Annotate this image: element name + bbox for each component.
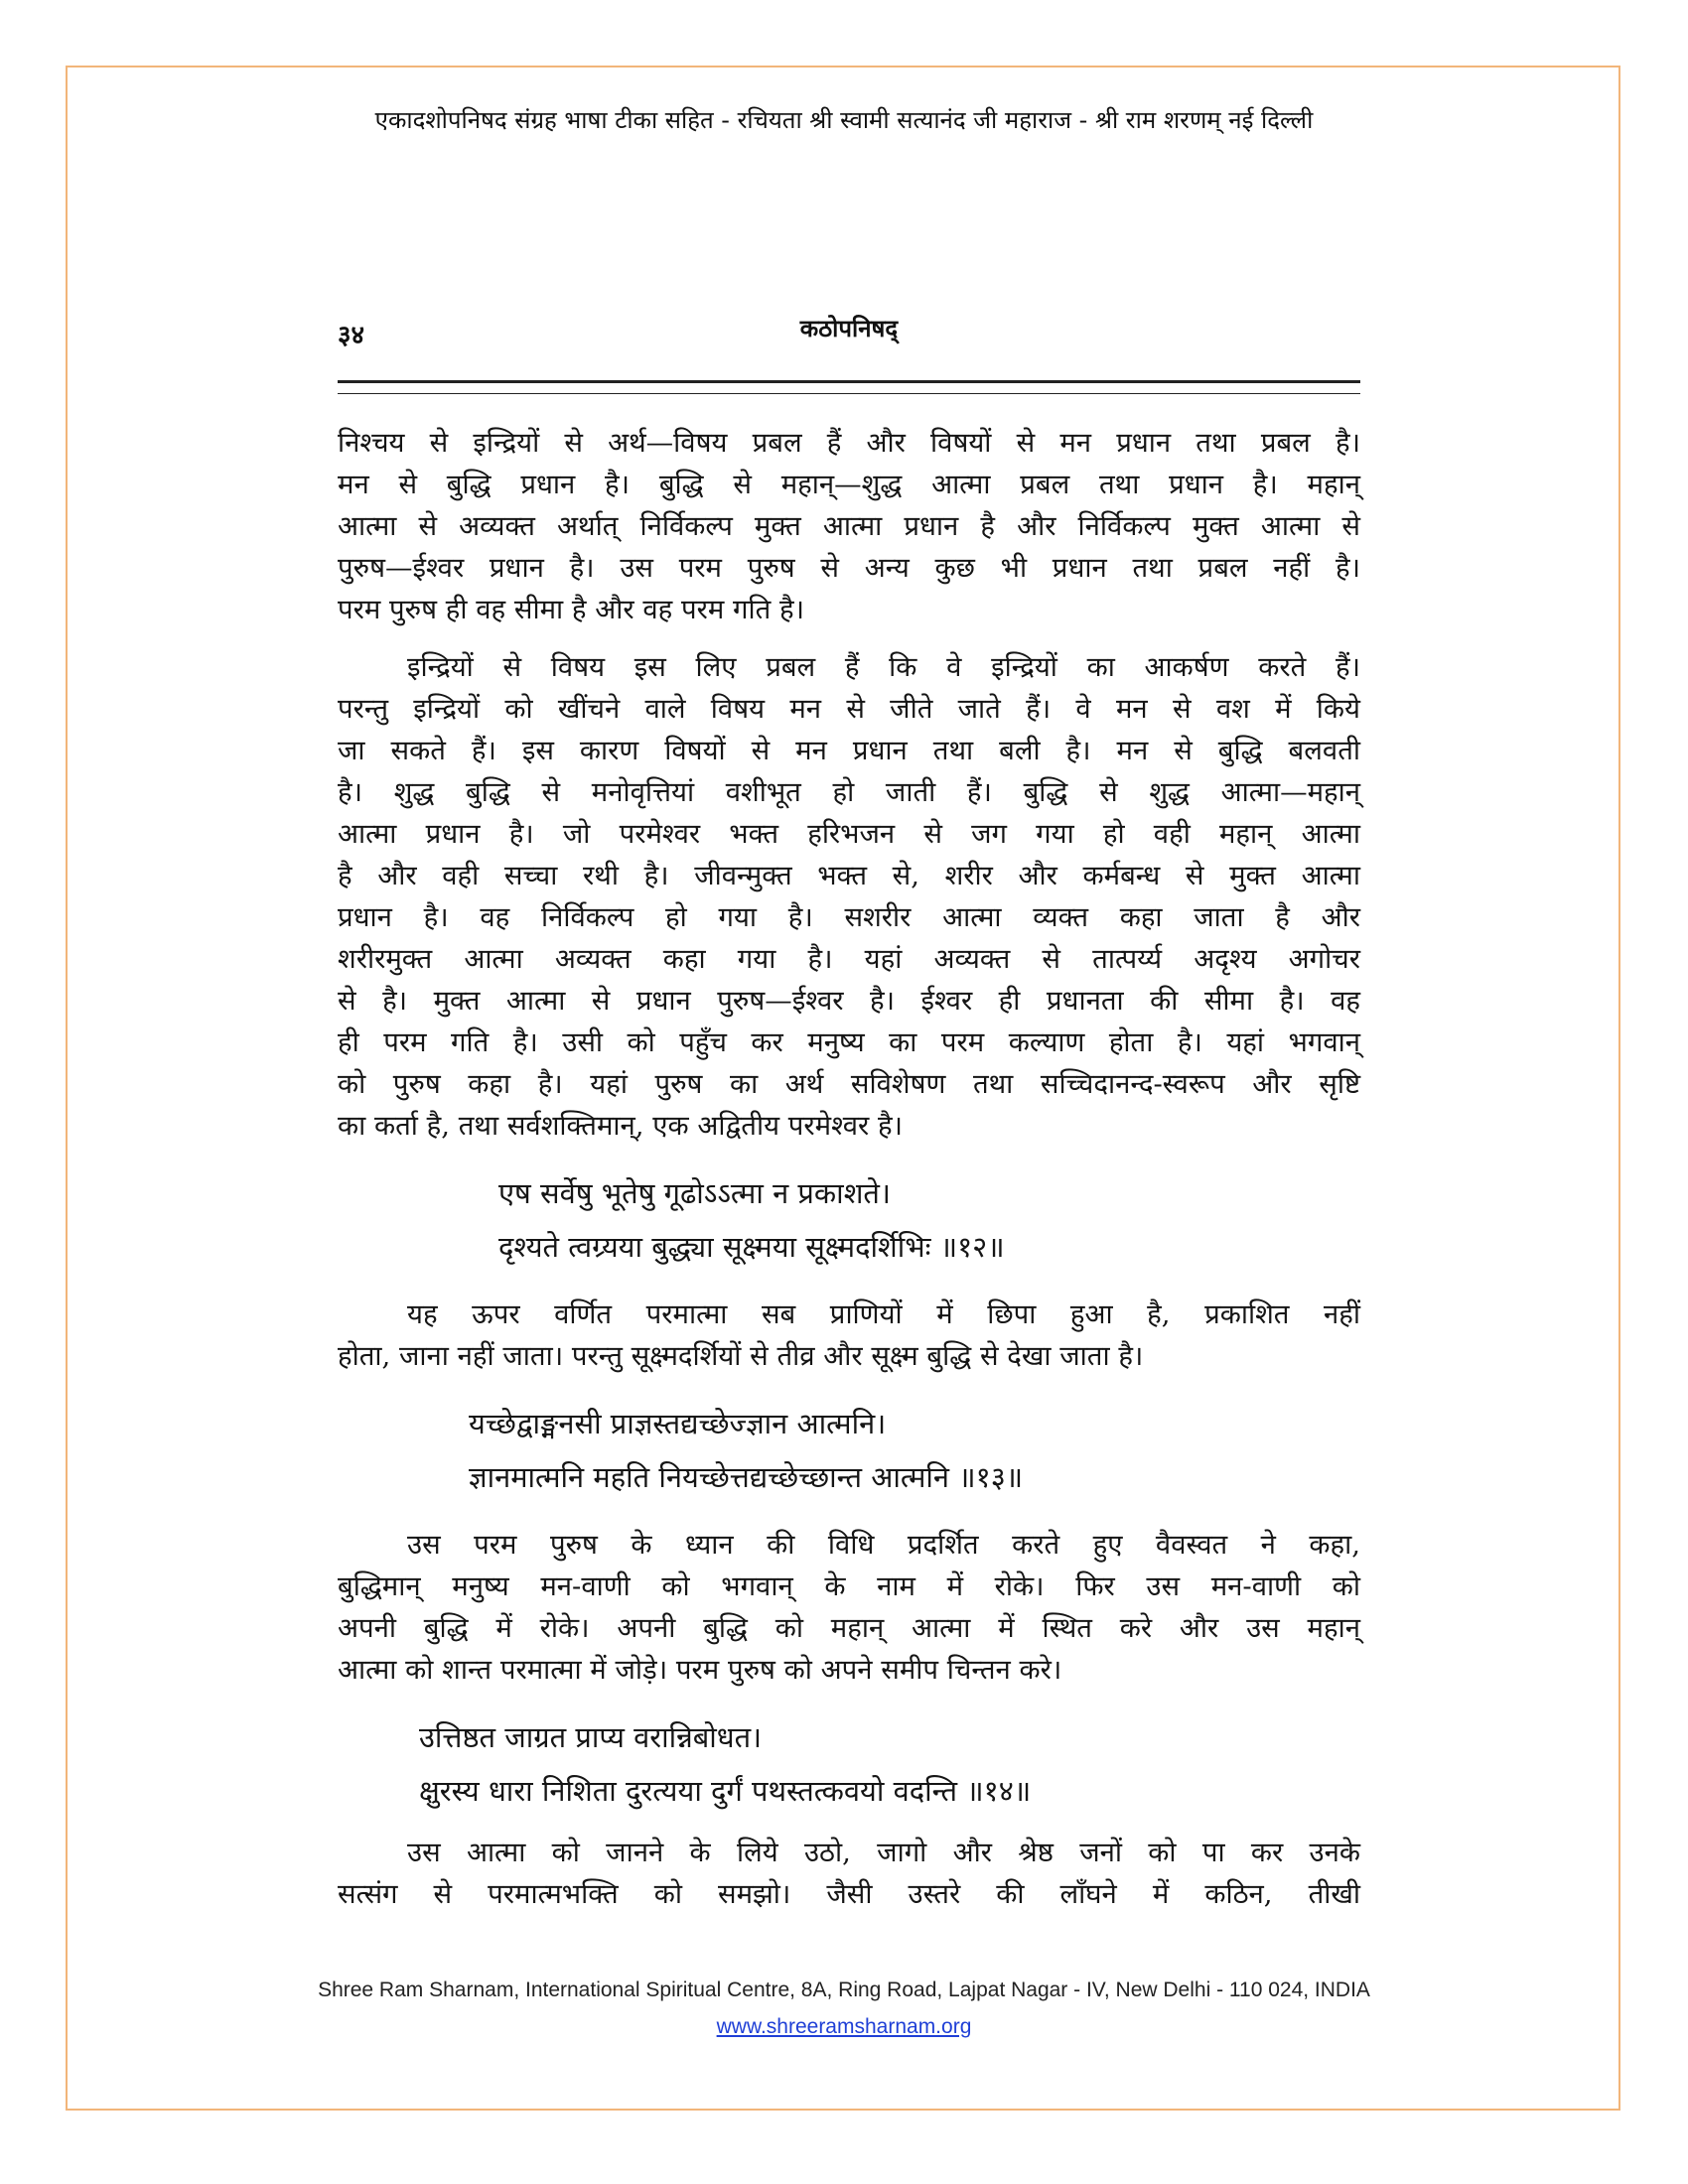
- text-line: जा सकते हैं। इस कारण विषयों से मन प्रधान तथा बली है। मन से बुद्धि बलवती: [338, 735, 1360, 766]
- verse-line: यच्छेद्वाङ्मनसी प्राज्ञस्तद्यच्छेज्ज्ञान आत्मनि।: [469, 1407, 887, 1440]
- text-line: यह ऊपर वर्णित परमात्मा सब प्राणियों में छिपा हुआ है, प्रकाशित नहीं: [407, 1298, 1361, 1330]
- text-line: है और वही सच्चा रथी है। जीवन्मुक्त भक्त से, शरीर और कर्मबन्ध से मुक्त आत्मा: [338, 860, 1360, 891]
- text-line: बुद्धिमान् मनुष्य मन-वाणी को भगवान् के नाम में रोके। फिर उस मन-वाणी को: [338, 1570, 1360, 1602]
- header-rule-thin: [338, 393, 1360, 394]
- text-line: उस आत्मा को जानने के लिये उठो, जागो और श्रेष्ठ जनों को पा कर उनके: [407, 1837, 1360, 1868]
- text-line: उस परम पुरुष के ध्यान की विधि प्रदर्शित करते हुए वैवस्वत ने कहा,: [407, 1529, 1360, 1561]
- scanned-page-header: [338, 314, 1360, 350]
- verse-line: दृश्यते त्वग्र्यया बुद्ध्या सूक्ष्मया सूक्ष्मदर्शिभिः ॥१२॥: [498, 1230, 1005, 1264]
- paragraph-4: [338, 1524, 1360, 1691]
- scanned-page-body: [338, 422, 1360, 1915]
- text-line: निश्चय से इन्द्रियों से अर्थ—विषय प्रबल हैं और विषयों से मन प्रधान तथा प्रबल है।: [338, 427, 1360, 459]
- verse-line: क्षुरस्य धारा निशिता दुरत्यया दुर्गं पथस्तत्कवयो वदन्ति ॥१४॥: [419, 1774, 1032, 1808]
- text-line: परन्तु इन्द्रियों को खींचने वाले विषय मन से जीते जाते हैं। वे मन से वश में किये: [338, 693, 1360, 725]
- verse-line: ज्ञानमात्मनि महति नियच्छेत्तद्यच्छेच्छान्त आत्मनि ॥१३॥: [469, 1460, 1024, 1494]
- text-line: आत्मा को शान्त परमात्मा में जोड़े। परम पुरुष को अपने समीप चिन्तन करे।: [338, 1654, 1062, 1686]
- verse-12: [338, 1168, 1360, 1272]
- paragraph-1: [338, 422, 1360, 630]
- text-line: का कर्ता है, तथा सर्वशक्तिमान्, एक अद्वितीय परमेश्वर है।: [338, 1110, 904, 1142]
- text-line: आत्मा प्रधान है। जो परमेश्वर भक्त हरिभजन से जग गया हो वही महान् आत्मा: [338, 818, 1360, 850]
- text-line: परम पुरुष ही वह सीमा है और वह परम गति है।: [338, 594, 805, 625]
- text-line: आत्मा से अव्यक्त अर्थात् निर्विकल्प मुक्त आत्मा प्रधान है और निर्विकल्प मुक्त आत्मा से: [338, 510, 1360, 542]
- page-number: ३४: [338, 321, 365, 350]
- text-line: मन से बुद्धि प्रधान है। बुद्धि से महान्—शुद्ध आत्मा प्रबल तथा प्रधान है। महान्: [338, 469, 1360, 500]
- verse-13: [338, 1399, 1360, 1502]
- text-line: शरीरमुक्त आत्मा अव्यक्त कहा गया है। यहां अव्यक्त से तात्पर्य्य अदृश्य अगोचर: [338, 943, 1360, 975]
- verse-line: एष सर्वेषु भूतेषु गूढोऽऽत्मा न प्रकाशते।: [498, 1176, 891, 1210]
- paragraph-5: [338, 1832, 1360, 1915]
- text-line: सत्संग से परमात्मभक्ति को समझो। जैसी उस्तरे की लाँघने में कठिन, तीखी: [338, 1878, 1360, 1910]
- website-link[interactable]: www.shreeramsharnam.org: [716, 2015, 972, 2038]
- verse-line: उत्तिष्ठत जाग्रत प्राप्य वरान्निबोधत।: [419, 1720, 763, 1754]
- text-line: ही परम गति है। उसी को पहुँच कर मनुष्य का परम कल्याण होता है। यहां भगवान्: [338, 1026, 1360, 1058]
- document-header: एकादशोपनिषद संग्रह भाषा टीका सहित - रचियता श्री स्वामी सत्यानंद जी महाराज - श्री राम शरणम् नई दिल्ली: [374, 106, 1314, 134]
- header-rule: [338, 380, 1360, 383]
- text-line: प्रधान है। वह निर्विकल्प हो गया है। सशरीर आत्मा व्यक्त कहा जाता है और: [338, 901, 1360, 933]
- text-line: को पुरुष कहा है। यहां पुरुष का अर्थ सविशेषण तथा सच्चिदानन्द-स्वरूप और सृष्टि: [338, 1068, 1360, 1100]
- text-line: इन्द्रियों से विषय इस लिए प्रबल हैं कि वे इन्द्रियों का आकर्षण करते हैं।: [407, 651, 1360, 683]
- text-line: है। शुद्ध बुद्धि से मनोवृत्तियां वशीभूत हो जाती हैं। बुद्धि से शुद्ध आत्मा—महान्: [338, 776, 1360, 808]
- running-title: कठोपनिषद्: [799, 314, 899, 342]
- verse-14: [338, 1712, 1360, 1816]
- paragraph-3: [338, 1294, 1360, 1377]
- text-line: होता, जाना नहीं जाता। परन्तु सूक्ष्मदर्शियों से तीव्र और सूक्ष्म बुद्धि से देखा जाता है।: [338, 1340, 1144, 1372]
- text-line: से है। मुक्त आत्मा से प्रधान पुरुष—ईश्वर है। ईश्वर ही प्रधानता की सीमा है। वह: [338, 985, 1360, 1017]
- text-line: पुरुष—ईश्वर प्रधान है। उस परम पुरुष से अन्य कुछ भी प्रधान तथा प्रबल नहीं है।: [338, 552, 1360, 584]
- text-line: अपनी बुद्धि में रोके। अपनी बुद्धि को महान् आत्मा में स्थित करे और उस महान्: [338, 1612, 1360, 1644]
- paragraph-2: [338, 646, 1360, 1147]
- footer-address: Shree Ram Sharnam, International Spiritual Centre, 8A, Ring Road, Lajpat Nagar - IV, New Delhi - 110 024, INDIA: [318, 1979, 1370, 2001]
